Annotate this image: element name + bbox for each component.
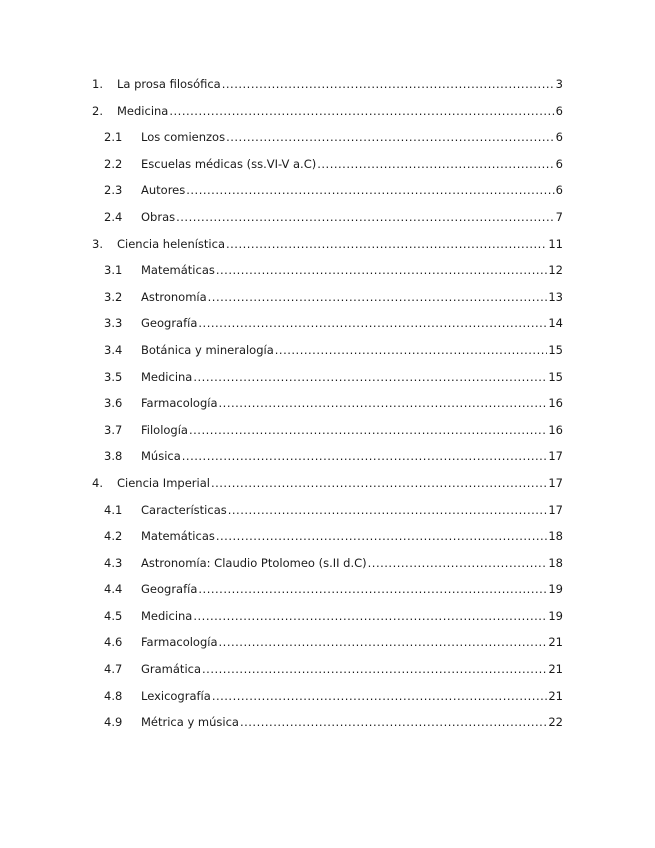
toc-entry-title: Astronomía: Claudio Ptolomeo (s.II d.C) bbox=[141, 555, 367, 570]
dot-leader bbox=[193, 609, 547, 623]
toc-entry-number: 3.5 bbox=[104, 369, 123, 384]
toc-entry-section[interactable] bbox=[0, 687, 655, 714]
toc-entry-section[interactable] bbox=[0, 208, 655, 235]
toc-entry-number: 4. bbox=[92, 475, 103, 490]
toc-entry-section[interactable] bbox=[0, 554, 655, 581]
dot-leader bbox=[222, 77, 555, 91]
dot-leader bbox=[169, 104, 554, 118]
dot-leader bbox=[368, 556, 548, 570]
toc-entry-title: Medicina bbox=[141, 608, 193, 623]
toc-entry-page-number: 6 bbox=[555, 156, 563, 171]
toc-entry-page-number: 11 bbox=[548, 236, 563, 251]
toc-entry-number: 3. bbox=[92, 236, 103, 251]
toc-entry-page-number: 21 bbox=[548, 662, 563, 677]
toc-entry-title: Medicina bbox=[141, 369, 193, 384]
toc-entry-title: Matemáticas bbox=[141, 529, 215, 544]
toc-entry-page-number: 19 bbox=[548, 582, 563, 597]
toc-entry-title: Métrica y música bbox=[141, 715, 239, 730]
toc-entry-page-number: 6 bbox=[555, 183, 563, 198]
toc-entry-line bbox=[141, 635, 563, 649]
dot-leader bbox=[317, 157, 554, 171]
toc-entry-line bbox=[141, 423, 563, 437]
toc-entry-title: Ciencia Imperial bbox=[117, 475, 210, 490]
toc-entry-line bbox=[141, 582, 563, 596]
toc-entry-chapter[interactable] bbox=[0, 75, 655, 102]
toc-entry-number: 4.3 bbox=[104, 555, 123, 570]
toc-entry-line bbox=[141, 396, 563, 410]
toc-entry-title: La prosa filosófica bbox=[117, 77, 221, 91]
toc-entry-section[interactable] bbox=[0, 580, 655, 607]
toc-entry-chapter[interactable] bbox=[0, 235, 655, 262]
toc-entry-number: 2.2 bbox=[104, 156, 123, 171]
toc-entry-number: 4.2 bbox=[104, 529, 123, 544]
toc-entry-section[interactable] bbox=[0, 341, 655, 368]
dot-leader bbox=[240, 715, 547, 729]
toc-entry-title: Farmacología bbox=[141, 635, 218, 650]
toc-entry-chapter[interactable] bbox=[0, 102, 655, 129]
toc-entry-page-number: 15 bbox=[548, 369, 563, 384]
toc-entry-section[interactable] bbox=[0, 261, 655, 288]
toc-entry-page-number: 12 bbox=[548, 263, 563, 278]
toc-entry-title: Filología bbox=[141, 422, 188, 437]
toc-entry-line bbox=[141, 316, 563, 330]
toc-entry-section[interactable] bbox=[0, 713, 655, 740]
toc-entry-title: Farmacología bbox=[141, 396, 218, 411]
toc-entry-section[interactable] bbox=[0, 527, 655, 554]
toc-entry-section[interactable] bbox=[0, 607, 655, 634]
toc-entry-page-number: 16 bbox=[548, 396, 563, 411]
dot-leader bbox=[216, 263, 547, 277]
toc-entry-section[interactable] bbox=[0, 633, 655, 660]
toc-entry-section[interactable] bbox=[0, 181, 655, 208]
toc-entry-page-number: 16 bbox=[548, 422, 563, 437]
toc-entry-title: Los comienzos bbox=[141, 130, 226, 145]
toc-entry-line bbox=[141, 210, 563, 224]
toc-entry-title: Astronomía bbox=[141, 289, 207, 304]
toc-entry-page-number: 7 bbox=[555, 209, 563, 224]
toc-entry-line bbox=[141, 609, 563, 623]
toc-entry-page-number: 6 bbox=[555, 103, 563, 118]
toc-entry-section[interactable] bbox=[0, 501, 655, 528]
toc-entry-title: Escuelas médicas (ss.VI-V a.C) bbox=[141, 156, 317, 171]
toc-entry-line bbox=[117, 237, 563, 251]
toc-entry-line bbox=[141, 290, 563, 304]
toc-entry-line bbox=[141, 157, 563, 171]
toc-entry-line bbox=[141, 556, 563, 570]
toc-entry-title: Medicina bbox=[117, 103, 169, 118]
toc-entry-page-number: 17 bbox=[548, 502, 563, 517]
toc-entry-line bbox=[141, 343, 563, 357]
toc-entry-line bbox=[117, 104, 563, 118]
toc-entry-title: Características bbox=[141, 502, 227, 517]
table-of-contents bbox=[0, 75, 655, 740]
toc-entry-number: 2.4 bbox=[104, 209, 123, 224]
toc-entry-line bbox=[141, 689, 563, 703]
dot-leader bbox=[193, 370, 547, 384]
toc-entry-number: 4.1 bbox=[104, 502, 123, 517]
dot-leader bbox=[275, 343, 548, 357]
toc-entry-number: 4.9 bbox=[104, 715, 123, 730]
toc-entry-line bbox=[141, 183, 563, 197]
toc-entry-number: 4.6 bbox=[104, 635, 123, 650]
dot-leader bbox=[211, 476, 547, 490]
toc-entry-line bbox=[141, 370, 563, 384]
toc-entry-number: 3.6 bbox=[104, 396, 123, 411]
toc-entry-section[interactable] bbox=[0, 128, 655, 155]
toc-entry-page-number: 6 bbox=[555, 130, 563, 145]
toc-entry-page-number: 21 bbox=[548, 688, 563, 703]
toc-entry-number: 3.2 bbox=[104, 289, 123, 304]
toc-entry-section[interactable] bbox=[0, 314, 655, 341]
toc-entry-line bbox=[141, 715, 563, 729]
toc-entry-number: 3.4 bbox=[104, 342, 123, 357]
toc-entry-number: 2.3 bbox=[104, 183, 123, 198]
toc-entry-page-number: 19 bbox=[548, 608, 563, 623]
toc-entry-page-number: 18 bbox=[548, 529, 563, 544]
dot-leader bbox=[202, 662, 547, 676]
toc-entry-number: 4.8 bbox=[104, 688, 123, 703]
toc-entry-line bbox=[117, 476, 563, 490]
toc-entry-page-number: 15 bbox=[548, 342, 563, 357]
dot-leader bbox=[226, 130, 555, 144]
dot-leader bbox=[212, 689, 548, 703]
toc-entry-line bbox=[141, 263, 563, 277]
toc-entry-title: Botánica y mineralogía bbox=[141, 342, 274, 357]
toc-entry-section[interactable] bbox=[0, 660, 655, 687]
dot-leader bbox=[216, 529, 547, 543]
toc-entry-line bbox=[141, 449, 563, 463]
toc-entry-number: 3.7 bbox=[104, 422, 123, 437]
dot-leader bbox=[198, 316, 547, 330]
toc-entry-page-number: 17 bbox=[548, 475, 563, 490]
toc-entry-number: 3.3 bbox=[104, 316, 123, 331]
toc-entry-page-number: 13 bbox=[548, 289, 563, 304]
toc-entry-title: Lexicografía bbox=[141, 688, 211, 703]
toc-entry-title: Obras bbox=[141, 209, 176, 224]
toc-entry-line bbox=[117, 77, 563, 91]
dot-leader bbox=[219, 635, 548, 649]
dot-leader bbox=[182, 449, 548, 463]
dot-leader bbox=[186, 183, 554, 197]
toc-entry-chapter[interactable] bbox=[0, 474, 655, 501]
toc-entry-page-number: 17 bbox=[548, 449, 563, 464]
toc-entry-title: Música bbox=[141, 449, 181, 464]
dot-leader bbox=[176, 210, 555, 224]
dot-leader bbox=[228, 503, 548, 517]
dot-leader bbox=[189, 423, 547, 437]
toc-entry-number: 4.7 bbox=[104, 662, 123, 677]
toc-entry-page-number: 18 bbox=[548, 555, 563, 570]
toc-entry-title: Gramática bbox=[141, 662, 202, 677]
toc-entry-page-number: 22 bbox=[548, 715, 563, 730]
toc-entry-number: 4.5 bbox=[104, 608, 123, 623]
toc-entry-number: 2. bbox=[92, 103, 103, 118]
toc-entry-number: 4.4 bbox=[104, 582, 123, 597]
toc-entry-page-number: 3 bbox=[555, 77, 563, 91]
toc-entry-line bbox=[141, 662, 563, 676]
toc-entry-line bbox=[141, 130, 563, 144]
dot-leader bbox=[208, 290, 548, 304]
toc-entry-line bbox=[141, 503, 563, 517]
toc-entry-number: 3.1 bbox=[104, 263, 123, 278]
toc-entry-section[interactable] bbox=[0, 394, 655, 421]
dot-leader bbox=[219, 396, 548, 410]
dot-leader bbox=[198, 582, 547, 596]
toc-entry-title: Matemáticas bbox=[141, 263, 215, 278]
toc-entry-title: Geografía bbox=[141, 582, 198, 597]
toc-entry-section[interactable] bbox=[0, 421, 655, 448]
toc-entry-section[interactable] bbox=[0, 288, 655, 315]
toc-entry-title: Autores bbox=[141, 183, 186, 198]
toc-entry-number: 1. bbox=[92, 77, 103, 91]
dot-leader bbox=[226, 237, 547, 251]
toc-entry-number: 2.1 bbox=[104, 130, 123, 145]
toc-entry-section[interactable] bbox=[0, 155, 655, 182]
toc-entry-page-number: 21 bbox=[548, 635, 563, 650]
toc-entry-section[interactable] bbox=[0, 447, 655, 474]
toc-entry-page-number: 14 bbox=[548, 316, 563, 331]
toc-entry-section[interactable] bbox=[0, 368, 655, 395]
toc-entry-line bbox=[141, 529, 563, 543]
toc-entry-title: Geografía bbox=[141, 316, 198, 331]
toc-entry-title: Ciencia helenística bbox=[117, 236, 225, 251]
toc-entry-number: 3.8 bbox=[104, 449, 123, 464]
